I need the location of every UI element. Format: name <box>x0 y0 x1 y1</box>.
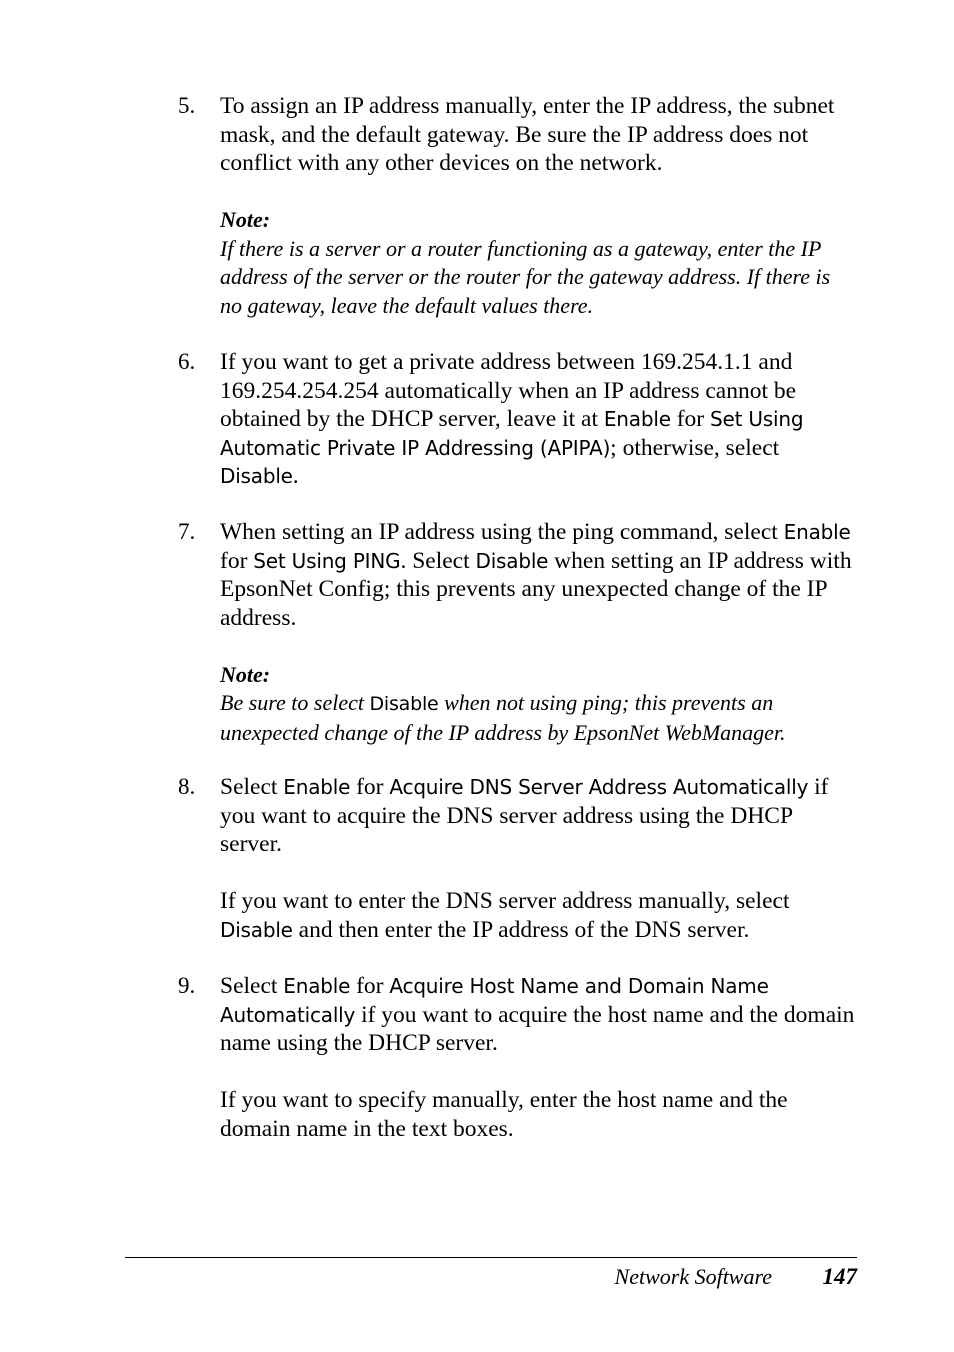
step-9 <box>178 972 858 1143</box>
text: ; otherwise, select <box>610 434 780 461</box>
step-number: 9. <box>178 973 196 998</box>
text: If there is a server or a router functioning as a gateway, enter the IP address of the server or the router for the gateway address. If there is no gateway, leave the default values there. <box>220 235 831 318</box>
text: for <box>350 774 390 800</box>
step-body <box>220 773 856 944</box>
ui-term-disable: Disable <box>220 917 293 942</box>
step-body <box>220 518 856 747</box>
text: for <box>350 973 390 999</box>
ui-term-set-using-ping: Set Using PING <box>253 548 401 573</box>
step-5 <box>178 92 858 320</box>
page-number: 147 <box>822 1264 857 1289</box>
note-text <box>220 235 856 321</box>
text: if you want to acquire the host name and the domain name using the DHCP server. <box>220 1001 855 1056</box>
note-title: Note: <box>220 661 271 687</box>
text: for <box>220 547 254 574</box>
step-8 <box>178 773 858 944</box>
text: if you want to acquire the DNS server address using the DHCP server. <box>220 774 829 857</box>
step-paragraph <box>220 92 856 178</box>
step-number: 8. <box>178 774 196 799</box>
ui-term-enable: Enable <box>783 520 851 544</box>
step-6 <box>178 348 858 491</box>
step-paragraph <box>220 887 856 944</box>
step-number: 6. <box>178 349 196 374</box>
text: If you want to get a private address between 169.254.1.1 and 169.254.254.254 automatically when an IP address cannot be obtained by the DHCP server, leave it at <box>220 349 797 432</box>
step-body <box>220 972 856 1143</box>
step-paragraph <box>220 773 856 859</box>
text: To assign an IP address manually, enter the IP address, the subnet mask, and the default gateway. Be sure the IP address does not conflict with any other devices on the network. <box>220 93 835 176</box>
step-paragraph <box>220 518 856 632</box>
note-text <box>220 689 856 747</box>
ui-term-enable: Enable <box>283 974 351 998</box>
text: Be sure to select <box>220 690 370 715</box>
text: when setting an IP address with EpsonNet Config; this prevents any unexpected change of the IP address. <box>220 547 852 631</box>
step-number: 7. <box>178 519 196 544</box>
text: Select <box>220 973 284 999</box>
step-paragraph <box>220 348 856 491</box>
text: If you want to specify manually, enter the host name and the domain name in the text boxes. <box>220 1087 788 1142</box>
text: If you want to enter the DNS server address manually, select <box>220 888 790 914</box>
ui-term-acquire-host: Acquire Host Name and Domain Name Automatically <box>220 974 769 1027</box>
note-box <box>220 206 856 320</box>
step-paragraph <box>220 1086 856 1143</box>
footer-section-title: Network Software <box>614 1264 772 1289</box>
note-box <box>220 661 856 748</box>
ui-term-disable: Disable <box>369 693 439 715</box>
text: When setting an IP address using the ping command, select <box>220 519 784 545</box>
text: and then enter the IP address of the DNS server. <box>292 916 750 943</box>
ui-term-acquire-dns: Acquire DNS Server Address Automatically <box>389 775 809 799</box>
text: . <box>292 463 299 489</box>
text: Select <box>220 774 284 800</box>
ui-term-disable: Disable <box>475 548 549 573</box>
footer-divider <box>125 1257 857 1258</box>
step-7 <box>178 518 858 747</box>
step-paragraph <box>220 972 856 1058</box>
step-number: 5. <box>178 93 196 118</box>
step-body <box>220 92 856 320</box>
text: for <box>670 406 710 432</box>
step-body <box>220 348 856 491</box>
text: . Select <box>400 547 476 574</box>
ui-term-apipa: Set Using Automatic Private IP Addressing (APIPA) <box>220 407 804 460</box>
ui-term-enable: Enable <box>603 407 671 431</box>
note-title: Note: <box>220 207 271 232</box>
ui-term-enable: Enable <box>283 775 351 799</box>
text: when not using ping; this prevents an unexpected change of the IP address by EpsonNet WebManager. <box>220 690 786 745</box>
ui-term-disable: Disable <box>220 464 293 488</box>
